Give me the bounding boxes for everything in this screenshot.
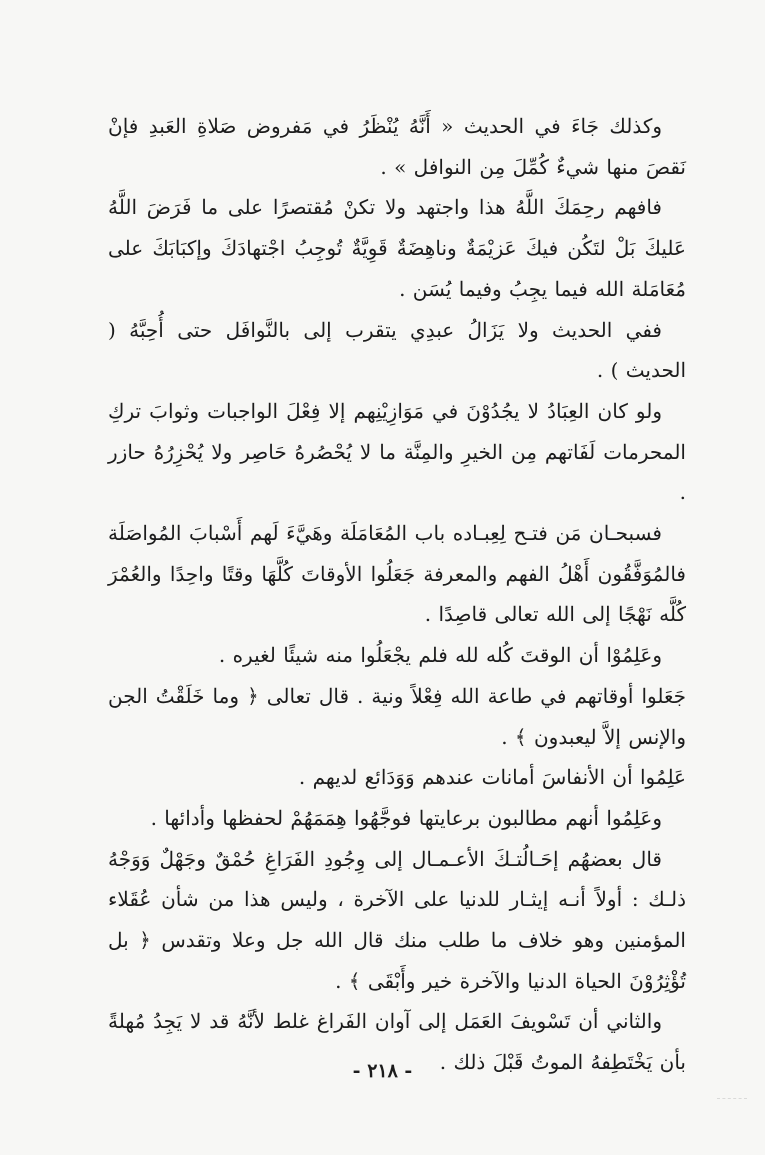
paragraph: قال بعضهُم إحَـالُتـكَ الأعـمـال إلى وِجُودِ الفَرَاغِ حُمْقٌ وجَهْلٌ وَوَجْهُ ذلـك : أولاً أنـه إيثـار للدنيا على الآخرة ، وليس هذا من شأن عُقَلاء المؤمنين وهو خلاف ما طلب منك قال الله جل وعلا وتقدس ﴿ بل تُؤْثِرُوْنَ الحياة الدنيا والآخرة خير وأَبْقَى ﴾ . — [108, 846, 687, 993]
paragraph: ولو كان العِبَادُ لا يجُدُوْنَ في مَوَازِيْنِهم إلا فِعْلَ الواجبات وثوابَ تركِ المحرمات لَفَاتهم مِن الخيرِ والمِنَّة ما لا يُحْصُرهُ حَاصِر ولا يُحْزِرُهُ حازر . — [108, 398, 686, 505]
paragraph: عَلِمُوا أن الأنفاسَ أمانات عندهم وَوَدَائع لديهم . — [298, 765, 686, 790]
page-number: - ٢١٨ - — [352, 1060, 413, 1082]
paragraph: فافهم رحِمَكَ اللَّهُ هذا واجتهد ولا تكنْ مُقتصرًا على ما فَرَضَ اللَّهُ عَليكَ بَلْ لتَكُن فيكَ عَزيْمَةٌ وناهِضَةٌ قَوِيَّةٌ تُوجِبُ اجْتهادَكَ وإكبَابَكَ على مُعَامَلة الله فيما يجِبُ وفيما يُسَن . — [108, 195, 686, 301]
paragraph: وكذلك جَاءَ في الحديث « أَنَّهُ يُنْظَرُ في مَفروض صَلاةِ العَبدِ فإنْ نَقصَ منها شيءٌ كُمِّلَ مِن النوافل » . — [108, 114, 686, 179]
paragraph: ففي الحديث ولا يَزَالُ عبدِي يتقرب إلى بالنَّوافَل حتى أُحِبَّهُ ( الحديث ) . — [108, 317, 686, 383]
paragraph: وعَلِمُوْا أن الوقتَ كُله لله فلم يجْعَلُوا منه شيئًا لغيره . — [218, 643, 662, 668]
body-text — [108, 106, 686, 1083]
paragraph: فسبحـان مَن فتـح لِعِبـاده باب المُعَامَلَة وهَيَّءَ لَهم أَسْبابَ المُواصَلَة فالمُوَفَّقُون أَهْلُ الفهم والمعرفة جَعَلُوا الأوقاتَ كُلَّهَا وقتًا واحِدًا والعُمْرَ كُلَّه نَهْجًا إلى الله تعالى قاصِدًا . — [108, 521, 686, 627]
scan-mark — [717, 1098, 747, 1111]
paragraph: جَعَلوا أوقاتهم في طاعة الله فِعْلاً ونية . قال تعالى ﴿ وما خَلَقْتُ الجن والإنس إلاَّ ليعبدون ﴾ . — [108, 683, 686, 749]
paragraph: وعَلِمُوا أنهم مطالبون برعايتها فوجَّهُوا هِمَمَهُمْ لحفظها وأدائها . — [150, 805, 662, 830]
paragraph: والثاني أن تَسْويفَ العَمَل إلى آوان الفَراغ غلط لأنَّهُ قد لا يَجِدُ مُهلةً بأن يَخْتَطِفهُ الموتُ قَبْلَ ذلك . — [108, 1009, 686, 1075]
